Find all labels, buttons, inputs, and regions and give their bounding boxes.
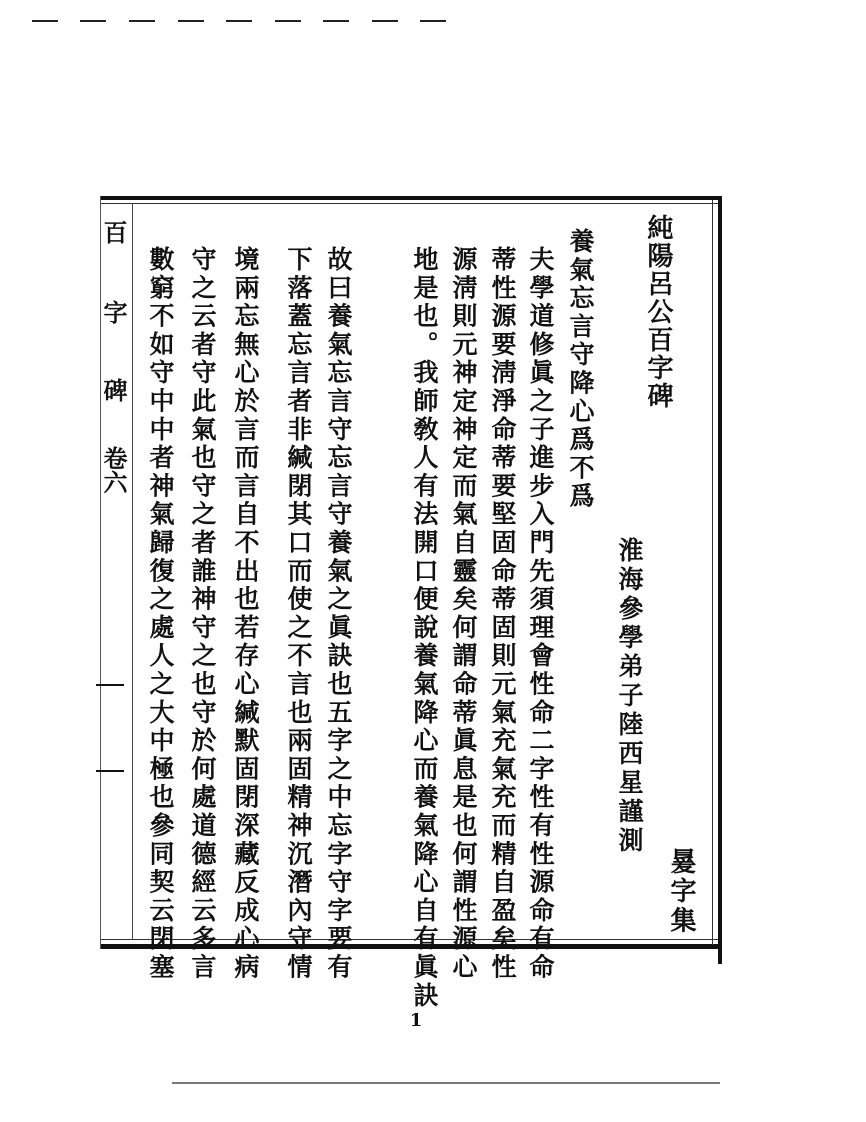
text-column: 源淸則元神定神定而氣自靈矣何謂命蒂眞息是也何謂性源心 [449,246,478,982]
fore-edge-rule [132,203,133,940]
text-column: 下落蓋忘言者非緘閉其口而使之不言也兩固精神沉潛內守情 [284,246,313,982]
edge-label-mid-upper: 字 [99,300,128,324]
fish-tail-mark [96,684,124,686]
author-byline: 淮海參學弟子陸西星謹測 [615,537,644,856]
edge-label-top: 百 [99,220,128,244]
section-heading: 養氣忘言守降心爲不爲 [566,228,595,511]
text-column: 蒂性源要淸淨命蒂要堅固命蒂固則元氣充氣充而精自盈矣性 [488,246,517,982]
text-column: 守之云者守此氣也守之者誰神守之也守於何處道德經云多言 [188,246,217,982]
edge-label-volume: 卷六 [99,446,128,494]
frame-right-inner-rule [712,200,713,945]
book-title: 純陽呂公百字碑 [643,214,673,410]
collection-name: 㬊字集 [666,848,696,936]
frame-top-border [100,196,722,200]
frame-right-border [718,196,722,964]
text-column: 夫學道修眞之子進步入門先須理會性命二字性有性源命有命 [526,246,555,982]
text-column: 境兩忘無心於言而言自不出也若存心緘默固閉深藏反成心病 [231,246,260,982]
text-column: 數窮不如守中中者神氣歸復之處人之大中極也參同契云閉塞 [146,246,175,982]
bottom-rule [172,1082,720,1084]
edge-label-mid: 碑 [99,378,128,402]
text-column: 地是也。我師敎人有法開口便說養氣降心而養氣降心自有眞訣 [410,246,439,1011]
text-column: 故曰養氣忘言守忘言守養氣之眞訣也五字之中忘字守字要有 [324,246,353,982]
frame-top-inner-rule [100,203,722,204]
page-number: 1 [409,1010,423,1031]
fish-tail-mark [96,770,124,772]
